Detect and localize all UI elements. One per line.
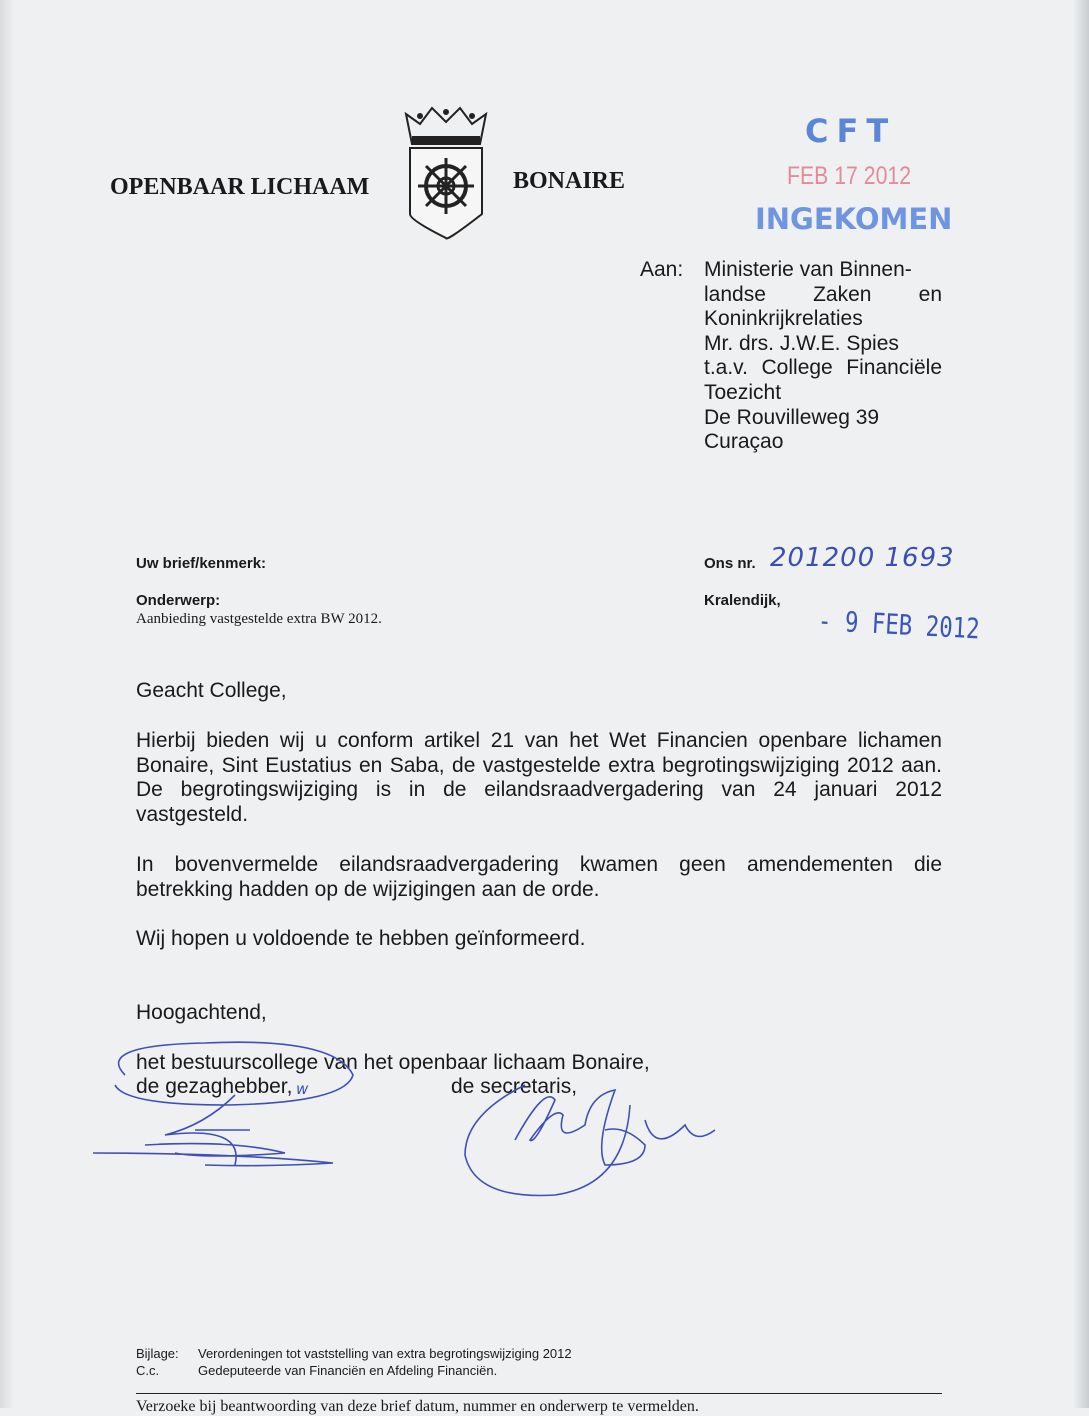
salutation: Geacht College, [136,679,287,702]
address-line: Ministerie van Binnen- [704,258,912,281]
signer-right: de secretaris, [451,1075,578,1098]
closing: Hoogachtend, [136,1001,267,1024]
footer-divider [136,1393,942,1394]
address-line: Toezicht [704,380,782,404]
stamp-status: INGEKOMEN [755,202,953,236]
paragraph: In bovenvermelde eilandsraadvergadering kwamen geen amendementen die betrekking hadden op de wijzigingen aan de orde. [136,853,942,901]
date-stamp: - 9 FEB 2012 [817,604,981,646]
signer-left-mark: w [296,1080,309,1098]
our-nr-handwritten: 201200 1693 [770,543,955,573]
attachment-text: Verordeningen tot vaststelling van extra begrotingswijziging 2012 [198,1346,572,1361]
our-nr-label: Ons nr. [704,555,756,572]
cc-label: C.c. [136,1363,160,1378]
attachment-label: Bijlage: [136,1346,179,1361]
signer-left: de gezaghebber, [136,1075,293,1098]
paragraph: Hierbij bieden wij u conform artikel 21 van het Wet Financien openbare lichamen Bonaire, Sint Eustatius en Saba, de vastgestelde extra begrotingswijziging 2012 aan. De begrotingswijziging is in de eilandsraadvergadering van 24 januari 2012 vastgesteld. [136,729,942,826]
paragraph: Wij hopen u voldoende te hebben geïnformeerd. [136,927,586,950]
signatures [85,1035,735,1215]
stamp-org: CFT [805,112,897,150]
place-label: Kralendijk, [704,592,781,609]
address-line: Koninkrijkrelaties [704,307,863,331]
stamp-date: FEB 17 2012 [787,162,912,190]
coat-of-arms-logo [400,102,492,240]
recipient-address [704,258,942,455]
signature-left [93,1042,353,1165]
signature-right [465,1085,715,1196]
subject-label: Onderwerp: [136,592,221,609]
cc-text: Gedeputeerde van Financiën en Afdeling Financiën. [198,1363,498,1378]
signoff: het bestuurscollege van het openbaar lichaam Bonaire, [136,1051,650,1074]
letterhead-left: OPENBAAR LICHAAM [110,174,370,200]
scan-edge-left [0,0,14,1408]
recipient-label: Aan: [640,258,684,281]
address-line: De Rouvilleweg 39 [704,405,880,429]
subject-text: Aanbieding vastgestelde extra BW 2012. [136,611,382,627]
address-line: Curaçao [704,430,784,454]
scan-edge-right [1073,0,1089,1408]
letterhead-right: BONAIRE [513,168,626,194]
address-line: Mr. drs. J.W.E. Spies [704,331,899,355]
address-line: t.a.v. College Financiële [704,356,942,380]
your-ref-label: Uw brief/kenmerk: [136,555,267,572]
footer-notice: Verzoeke bij beantwoording van deze brief datum, nummer en onderwerp te vermelden. [136,1398,699,1415]
address-line: landse Zaken en [704,282,942,306]
